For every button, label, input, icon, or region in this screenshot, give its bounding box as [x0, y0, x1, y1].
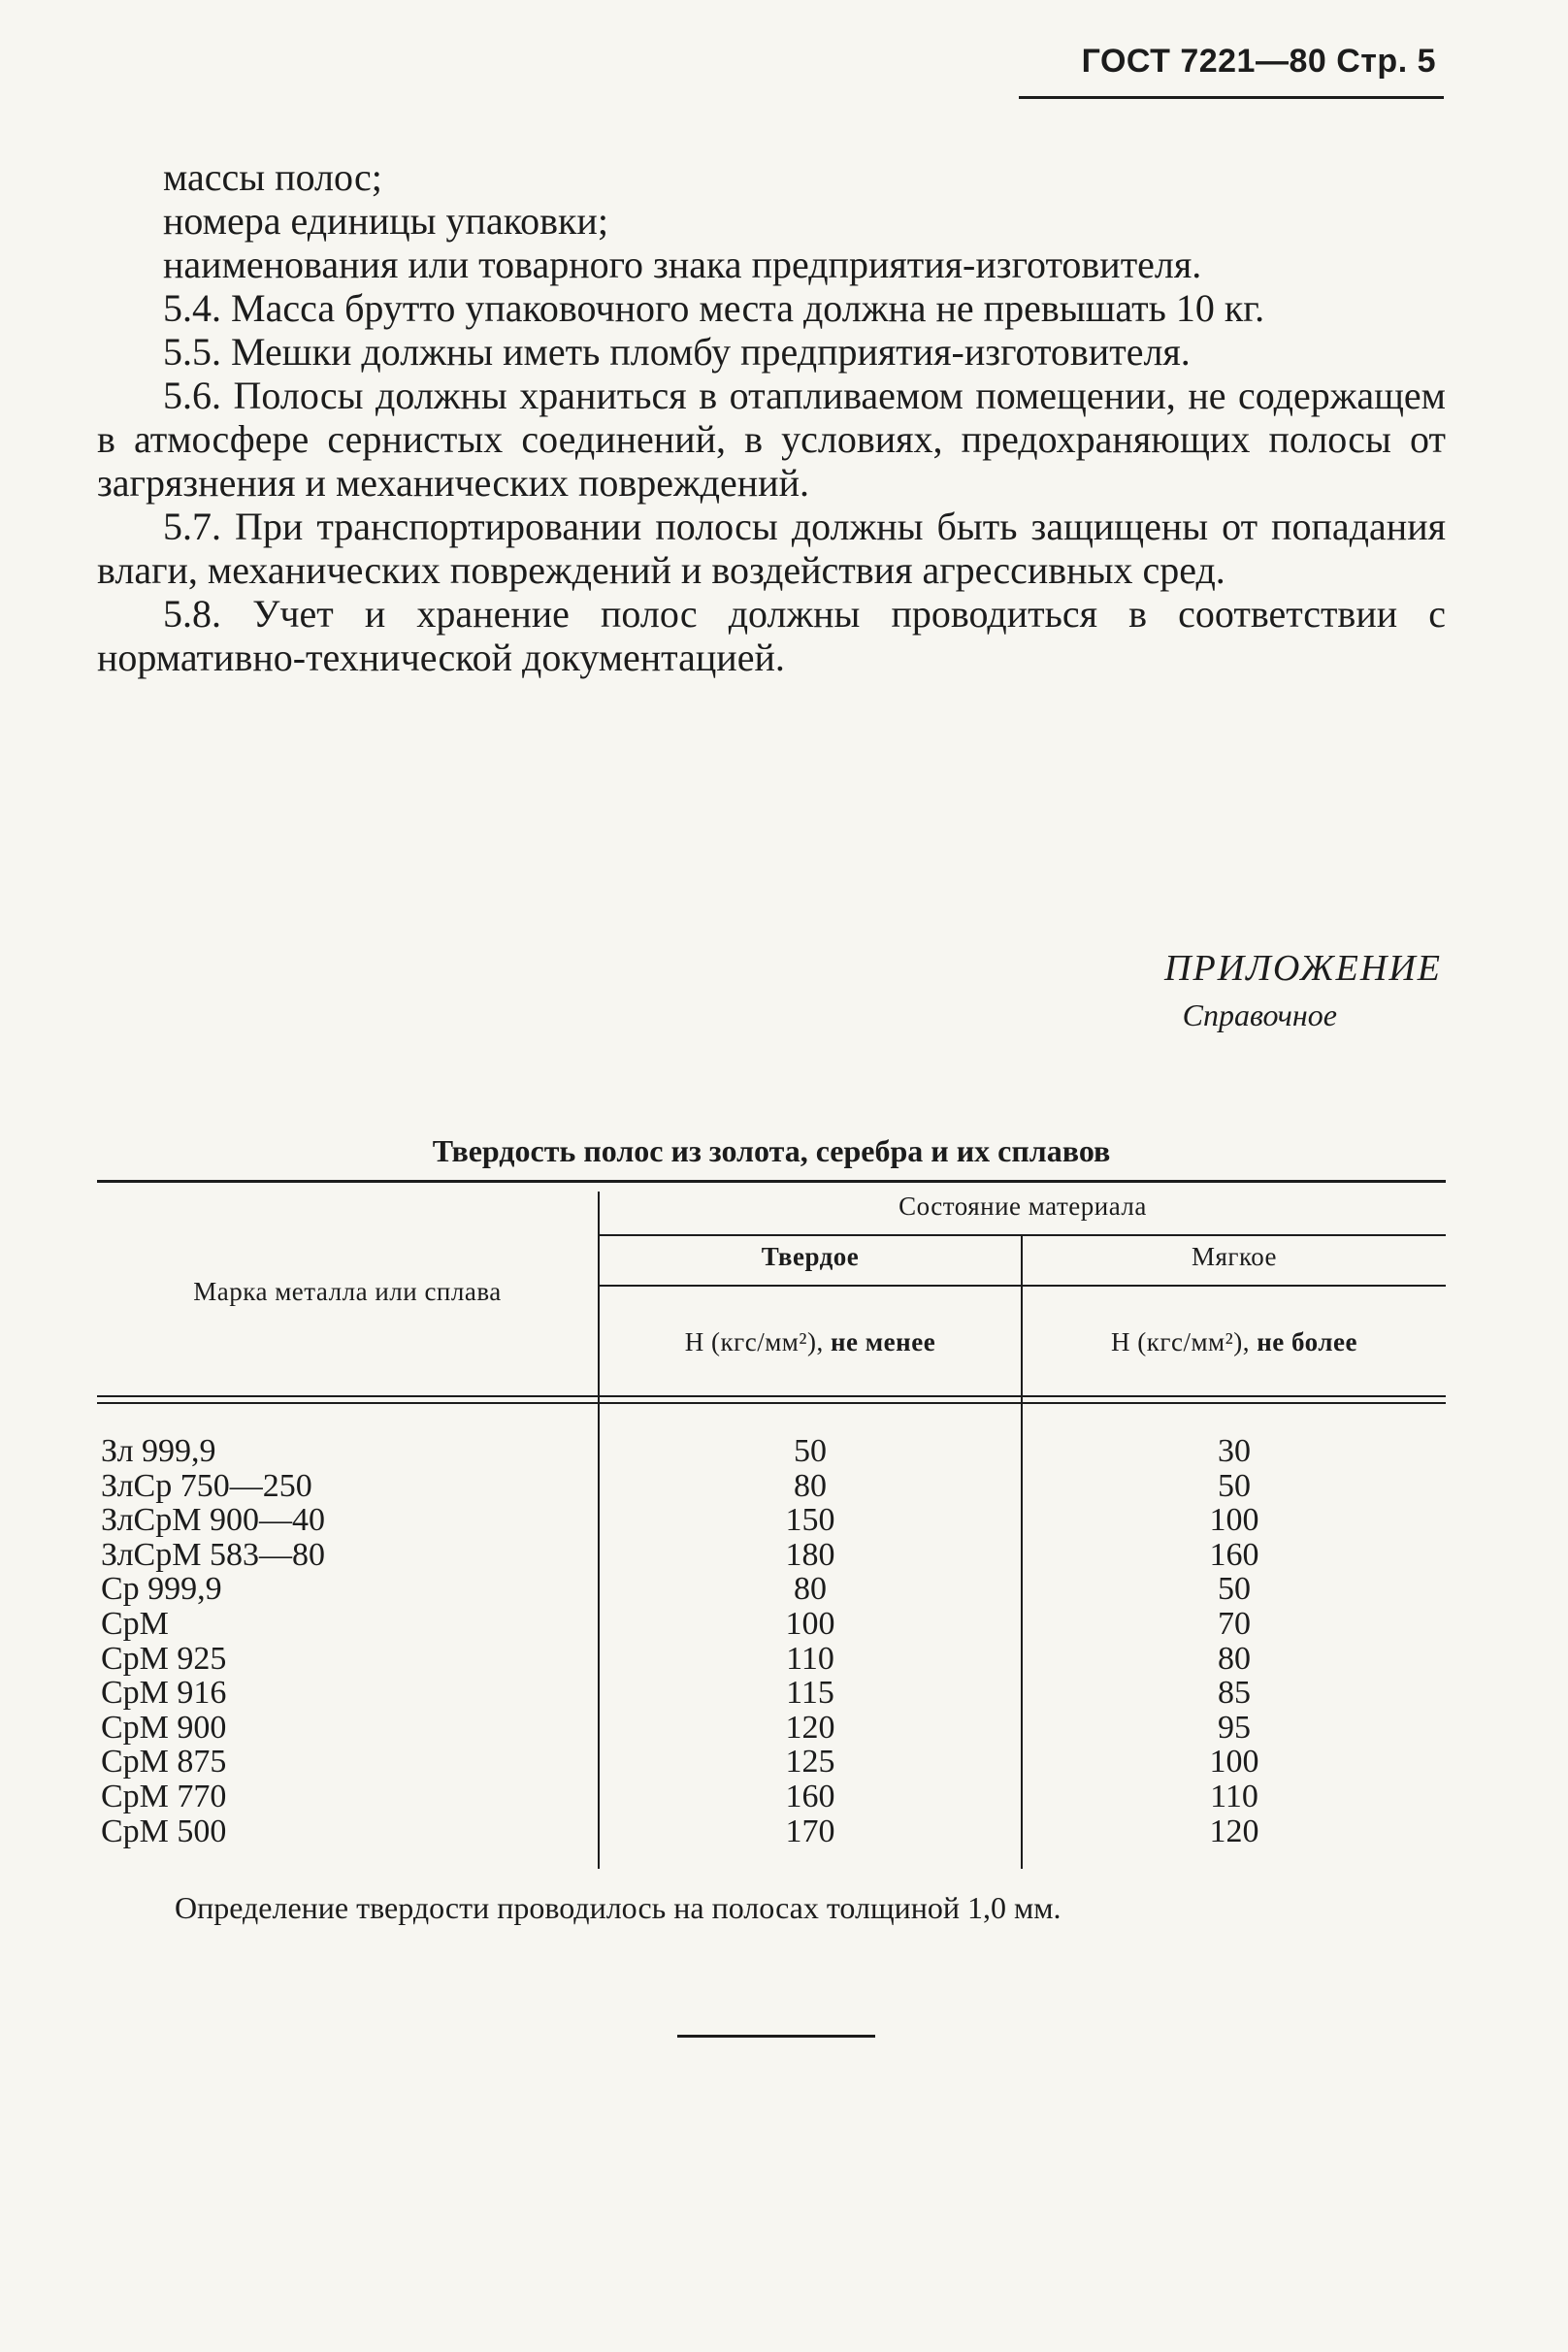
cell-mark: СрМ 900: [101, 1709, 227, 1746]
cell-mark: СрМ 875: [101, 1744, 227, 1780]
column-header-state: Состояние материала: [898, 1192, 1147, 1221]
cell-mark: ЗлСрМ 583—80: [101, 1536, 325, 1573]
cell-hard: 115: [786, 1675, 834, 1712]
cell-soft: 80: [1218, 1640, 1251, 1677]
paragraph: массы полос;: [163, 155, 382, 199]
table-row: [97, 1538, 1446, 1573]
header-divider: [598, 1285, 1446, 1287]
table-top-rule: [97, 1180, 1446, 1183]
cell-soft: 50: [1218, 1571, 1251, 1608]
end-rule: [677, 2035, 875, 2038]
soft-condition: не более: [1257, 1327, 1357, 1356]
cell-mark: СрМ 916: [101, 1675, 227, 1712]
cell-hard: 110: [786, 1640, 834, 1677]
cell-soft: 95: [1218, 1709, 1251, 1746]
table-row: [97, 1814, 1446, 1849]
table-row: [97, 1676, 1446, 1711]
cell-mark: СрМ 770: [101, 1778, 227, 1814]
body-text: [97, 155, 1446, 679]
cell-soft: 30: [1218, 1433, 1251, 1469]
cell-mark: ЗлСрМ 900—40: [101, 1502, 325, 1539]
paragraph: номера единицы упаковки;: [163, 199, 608, 243]
paragraph: 5.4. Масса брутто упаковочного места должна не превышать 10 кг.: [163, 286, 1265, 330]
cell-soft: 120: [1209, 1813, 1259, 1849]
paragraph: 5.7. При транспортировании полосы должны быть защищены от попадания влаги, механических повреждений и воздействия агрессивных сред.: [97, 505, 1446, 592]
hard-condition: не менее: [830, 1327, 936, 1356]
column-header-mark: Марка металла или сплава: [193, 1277, 502, 1306]
table-row: [97, 1572, 1446, 1607]
table-row: [97, 1642, 1446, 1677]
table-title: Твердость полос из золота, серебра и их сплавов: [432, 1133, 1111, 1168]
cell-soft: 70: [1218, 1605, 1251, 1642]
hard-unit: Н (кгс/мм²),: [684, 1327, 824, 1356]
header-rule: [1019, 96, 1444, 99]
cell-mark: Зл 999,9: [101, 1433, 216, 1469]
cell-mark: СрМ: [101, 1605, 169, 1642]
cell-soft: 100: [1209, 1502, 1259, 1539]
cell-soft: 85: [1218, 1675, 1251, 1712]
cell-hard: 180: [785, 1536, 835, 1573]
header-divider: [598, 1234, 1446, 1236]
column-header-hard: Твердое: [761, 1242, 860, 1271]
cell-hard: 150: [785, 1502, 835, 1539]
table-row: [97, 1711, 1446, 1746]
cell-hard: 120: [785, 1709, 835, 1746]
header-bottom-rule: [97, 1395, 1446, 1397]
cell-mark: Ср 999,9: [101, 1571, 222, 1608]
cell-soft: 110: [1210, 1778, 1258, 1814]
paragraph: 5.8. Учет и хранение полос должны проводиться в соответствии с нормативно-технической документацией.: [97, 592, 1446, 679]
table-row: [97, 1469, 1446, 1504]
header-bottom-rule: [97, 1402, 1446, 1404]
cell-soft: 160: [1209, 1536, 1259, 1573]
cell-mark: ЗлСр 750—250: [101, 1467, 312, 1504]
page-header: [1019, 43, 1444, 99]
table-row: [97, 1503, 1446, 1538]
paragraph: 5.6. Полосы должны храниться в отапливаемом помещении, не содержащем в атмосфере сернистых соединений, в условиях, предохраняющих полосы от загрязнения и механических повреждений.: [97, 374, 1446, 505]
appendix-subtitle: Справочное: [1182, 997, 1337, 1032]
paragraph: 5.5. Мешки должны иметь пломбу предприятия-изготовителя.: [163, 330, 1191, 374]
cell-soft: 50: [1218, 1467, 1251, 1504]
table-body: [97, 1434, 1446, 1848]
table-row: [97, 1607, 1446, 1642]
cell-mark: СрМ 925: [101, 1640, 227, 1677]
hardness-table: [97, 1180, 1446, 1869]
table-row: [97, 1434, 1446, 1469]
cell-hard: 80: [794, 1467, 827, 1504]
appendix-title: ПРИЛОЖЕНИЕ: [1164, 948, 1442, 989]
table-row: [97, 1745, 1446, 1780]
cell-mark: СрМ 500: [101, 1813, 227, 1849]
cell-hard: 160: [785, 1778, 835, 1814]
cell-hard: 170: [785, 1813, 835, 1849]
column-header-soft-unit: [1023, 1327, 1446, 1357]
header-text: ГОСТ 7221—80 Стр. 5: [1081, 43, 1436, 80]
column-header-soft: Мягкое: [1191, 1242, 1278, 1271]
table-note: Определение твердости проводилось на полосах толщиной 1,0 мм.: [175, 1890, 1062, 1925]
paragraph: наименования или товарного знака предприятия-изготовителя.: [163, 243, 1202, 286]
column-header-hard-unit: [600, 1327, 1021, 1357]
cell-hard: 100: [785, 1605, 835, 1642]
cell-soft: 100: [1209, 1744, 1259, 1780]
cell-hard: 125: [785, 1744, 835, 1780]
soft-unit: Н (кгс/мм²),: [1111, 1327, 1250, 1356]
cell-hard: 50: [794, 1433, 827, 1469]
table-row: [97, 1780, 1446, 1814]
cell-hard: 80: [794, 1571, 827, 1608]
